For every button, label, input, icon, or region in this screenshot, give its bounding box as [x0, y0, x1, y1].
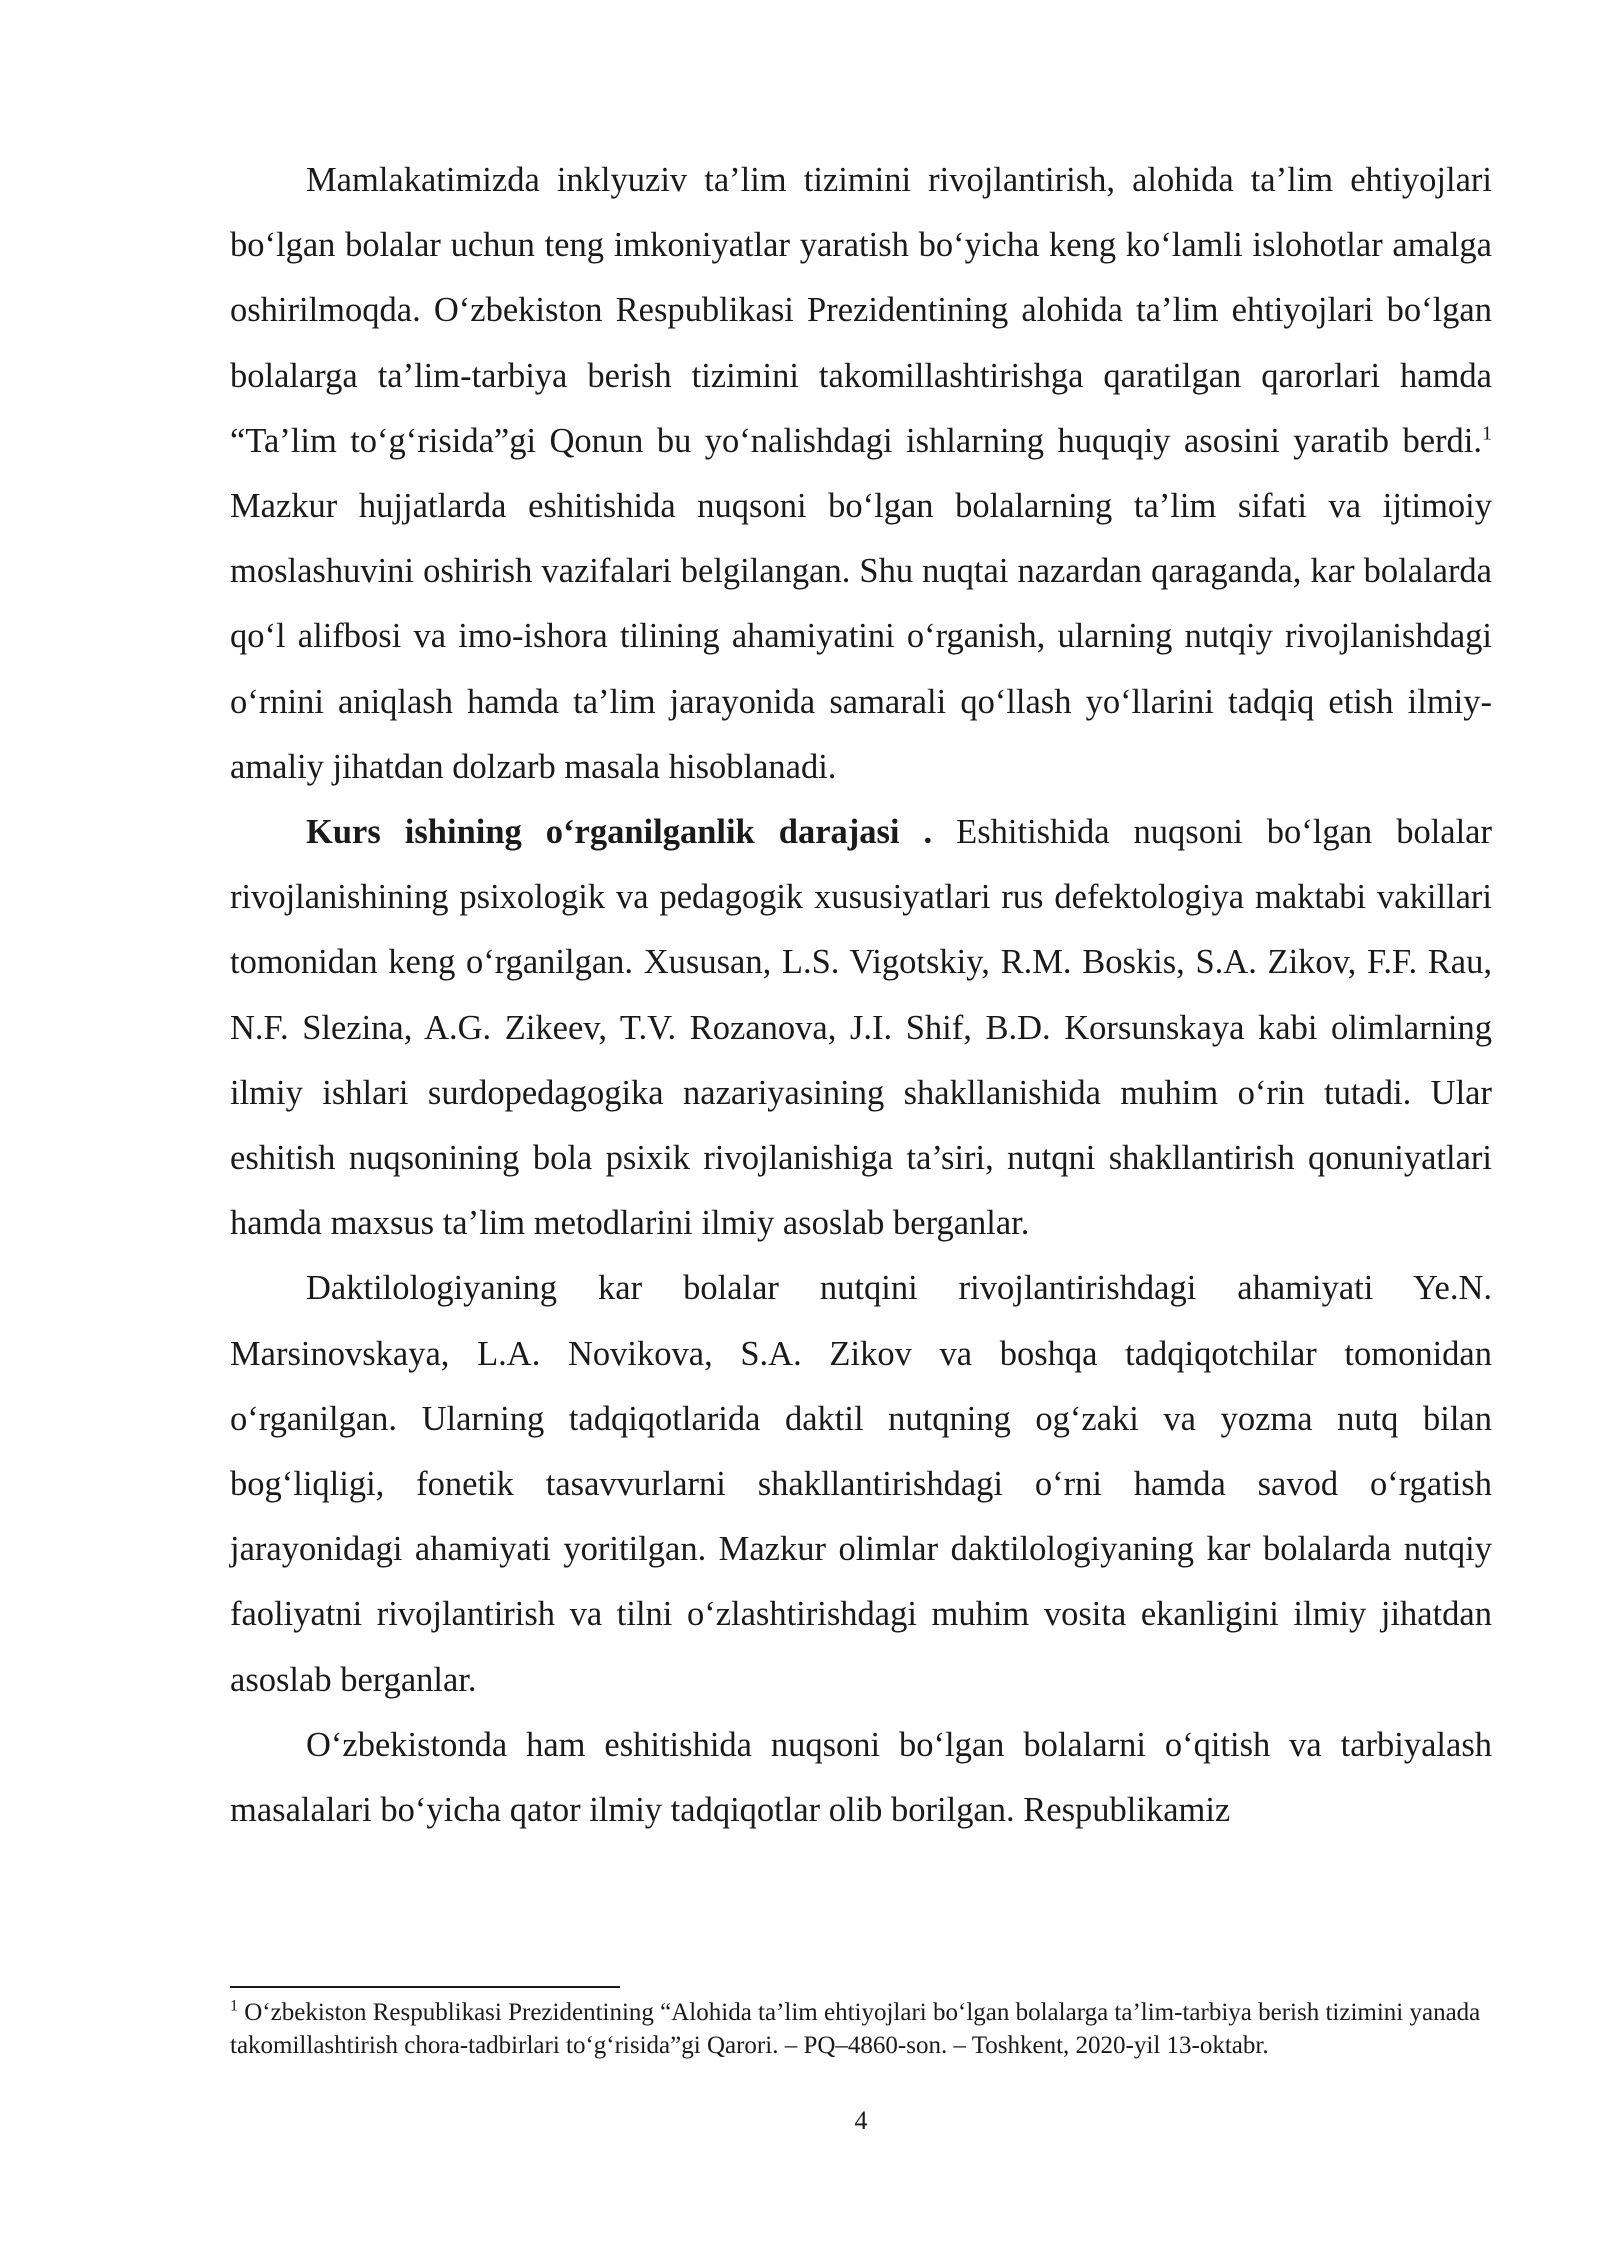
paragraph-text: Mamlakatimizda inklyuziv ta’lim tizimini rivojlantirish, alohida ta’lim ehtiyojlari bo‘lgan bolalar uchun teng imkoniyatlar yaratish bo‘yicha keng ko‘lamli islohotlar amalga oshirilmoqda. O‘zbekiston Respublikasi Prezidentining alohida ta’lim ehtiyojlari bo‘lgan bolalarga ta’lim-tarbiya berish tizimini takomillashtirishga qaratilgan qarorlari hamda “Ta’lim to‘g‘risida”gi Qonun bu yo‘nalishdagi ishlarning huquqiy asosini yaratib berdi.	[230, 161, 1492, 460]
paragraph-text: Eshitishida nuqsoni bo‘lgan bolalar rivojlanishining psixologik va pedagogik xususiyatlari rus defektologiya maktabi vakillari tomonidan keng o‘rganilgan. Xususan, L.S. Vigotskiy, R.M. Boskis, S.A. Zikov, F.F. Rau, N.F. Slezina, A.G. Zikeev, T.V. Rozanova, J.I. Shif, B.D. Korsunskaya kabi olimlarning ilmiy ishlari surdopedagogika nazariyasining shakllanishida muhim o‘rin tutadi. Ular eshitish nuqsonining bola psixik rivojlanishiga ta’siri, nutqni shakllantirish qonuniyatlari hamda maxsus ta’lim metodlarini ilmiy asoslab berganlar.	[230, 813, 1492, 1243]
paragraph-text: O‘zbekistonda ham eshitishida nuqsoni bo‘lgan bolalarni o‘qitish va tarbiyalash masalalari bo‘yicha qator ilmiy tadqiqotlar olib borilgan. Respublikamiz	[230, 1725, 1492, 1830]
paragraph-intro	[230, 148, 1492, 800]
section-heading: Kurs ishining o‘rganilganlik darajasi .	[306, 813, 933, 852]
paragraph-text: Daktilologiyaning kar bolalar nutqini rivojlantirishdagi ahamiyati Ye.N. Marsinovskaya, L.A. Novikova, S.A. Zikov va boshqa tadqiqotchilar tomonidan o‘rganilgan. Ularning tadqiqotlarida daktil nutqning og‘zaki va yozma nutq bilan bog‘liqligi, fonetik tasavvurlarni shakllantirishdagi o‘rni hamda savod o‘rgatish jarayonidagi ahamiyati yoritilgan. Mazkur olimlar daktilologiyaning kar bolalarda nutqiy faoliyatni rivojlantirish va tilni o‘zlashtirishdagi muhim vosita ekanligini ilmiy jihatdan asoslab berganlar.	[230, 1269, 1492, 1699]
page-number: 4	[854, 2106, 868, 2135]
footnote-text: O‘zbekiston Respublikasi Prezidentining “Alohida ta’lim ehtiyojlari bo‘lgan bolalarga ta’lim-tarbiya berish tizimini yanada takomillashtirish chora-tadbirlari to‘g‘risida”gi Qarori. – PQ–4860-son. – Toshkent, 2020-yil 13-oktabr.	[230, 1999, 1481, 2059]
paragraph-study-level	[230, 800, 1492, 1256]
footnote-number: 1	[230, 1997, 238, 2015]
paragraph-uzbekistan	[230, 1713, 1492, 1843]
footnote-separator	[230, 1986, 620, 1988]
paragraph-dactylology	[230, 1256, 1492, 1712]
footnote-reference[interactable]: 1	[1482, 422, 1492, 445]
footnote	[230, 1996, 1492, 2062]
document-body	[230, 148, 1492, 1843]
paragraph-text-continued: Mazkur hujjatlarda eshitishida nuqsoni bo‘lgan bolalarning ta’lim sifati va ijtimoiy moslashuvini oshirish vazifalari belgilangan. Shu nuqtai nazardan qaraganda, kar bolalarda qo‘l alifbosi va imo-ishora tilining ahamiyatini o‘rganish, ularning nutqiy rivojlanishdagi o‘rnini aniqlash hamda ta’lim jarayonida samarali qo‘llash yo‘llarini tadqiq etish ilmiy-amaliy jihatdan dolzarb masala hisoblanadi.	[230, 487, 1492, 786]
